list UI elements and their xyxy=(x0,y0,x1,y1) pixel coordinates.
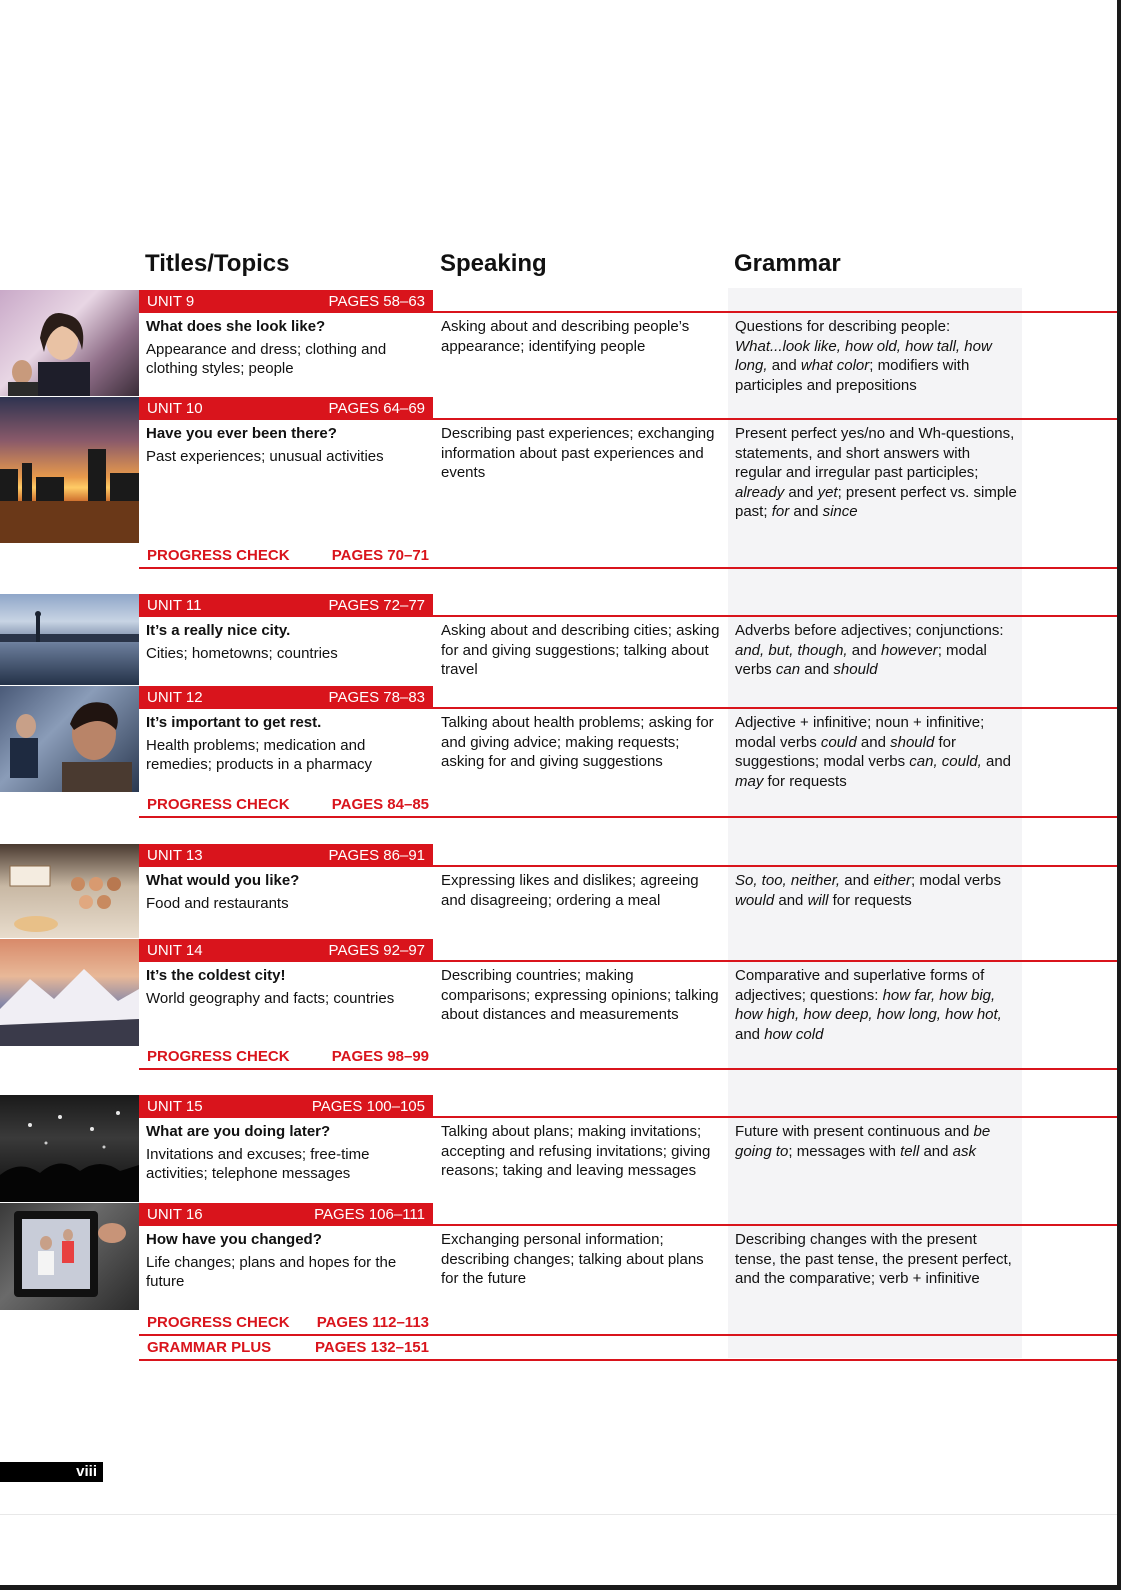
progress-check-4-label: PROGRESS CHECK xyxy=(147,1314,290,1331)
unit-14-title: It’s the coldest city! xyxy=(146,967,286,984)
grammar-plus-label: GRAMMAR PLUS xyxy=(147,1339,272,1356)
unit-10-label: UNIT 10 xyxy=(147,400,203,417)
progress-check-2-label: PROGRESS CHECK xyxy=(147,796,290,813)
progress-check-3-rule xyxy=(139,1068,1117,1070)
progress-check-4-pages: PAGES 112–113 xyxy=(316,1314,429,1331)
page-bottom-line xyxy=(0,1514,1117,1515)
unit-10-grammar-f: for xyxy=(771,503,790,520)
tablet-photo xyxy=(0,1203,139,1310)
unit-16-speaking: Exchanging personal information; describing changes; talking about plans for the future xyxy=(441,1231,704,1287)
sick-man-illustration xyxy=(0,686,139,792)
unit-13-grammar-b: and xyxy=(844,872,870,889)
unit-11-speaking: Asking about and describing cities; asking for and giving suggestions; talking about travel xyxy=(441,622,720,678)
mountains-illustration xyxy=(0,939,139,1046)
unit-13-pages: PAGES 86–91 xyxy=(328,847,425,864)
unit-11-grammar-a: Adverbs before adjectives; conjunctions: xyxy=(735,622,1004,639)
unit-12-rule xyxy=(139,707,1117,709)
unit-14-grammar xyxy=(735,966,1020,1044)
unit-15-grammar-f: ask xyxy=(952,1142,977,1160)
unit-14-grammar-a: Comparative and superlative forms of adjectives; questions: xyxy=(735,967,985,1004)
unit-9-label: UNIT 9 xyxy=(147,293,195,310)
unit-12-grammar-d: should xyxy=(890,733,935,751)
unit-16-rule xyxy=(139,1224,1117,1226)
unit-15-grammar-d: tell xyxy=(900,1142,920,1160)
unit-13-grammar-h: for requests xyxy=(832,891,912,909)
unit-11-pages: PAGES 72–77 xyxy=(328,597,425,614)
unit-13-grammar-a: So, too, neither, xyxy=(735,872,841,889)
unit-11-title: It’s a really nice city. xyxy=(146,622,291,639)
unit-13-grammar-d: ; modal verbs xyxy=(910,872,1002,889)
progress-check-2 xyxy=(147,796,429,813)
unit-10-grammar xyxy=(735,424,1020,522)
unit-9-grammar-c: and xyxy=(771,357,797,374)
page-number: viii xyxy=(0,1462,103,1482)
unit-12-title: It’s important to get rest. xyxy=(146,714,322,731)
unit-15-pages: PAGES 100–105 xyxy=(311,1098,425,1115)
crowd-illustration xyxy=(0,1095,139,1202)
unit-13-grammar-e: would xyxy=(735,891,775,909)
unit-11-grammar-c: and xyxy=(851,641,877,659)
unit-14-pages: PAGES 92–97 xyxy=(328,942,425,959)
unit-11-grammar xyxy=(735,621,1020,680)
unit-14-rule xyxy=(139,960,1117,962)
unit-11-label: UNIT 11 xyxy=(147,597,202,614)
unit-10-pages: PAGES 64–69 xyxy=(328,400,425,417)
unit-15-grammar-b: be going to xyxy=(735,1123,991,1160)
unit-14-label: UNIT 14 xyxy=(147,942,203,959)
unit-15-grammar-c: ; messages with xyxy=(788,1142,896,1160)
header-speaking: Speaking xyxy=(440,250,547,277)
unit-13-speaking: Expressing likes and dislikes; agreeing and disagreeing; ordering a meal xyxy=(441,872,699,909)
unit-10-topics-text: Past experiences; unusual activities xyxy=(146,447,384,465)
unit-14-bar xyxy=(139,939,433,962)
sick-man-photo xyxy=(0,686,139,792)
unit-16-topics-text: Life changes; plans and hopes for the future xyxy=(146,1253,397,1290)
unit-14-grammar-b: how far, how big, how high, how deep, how long, how hot, xyxy=(735,986,1002,1023)
unit-12-grammar-e: for suggestions; modal verbs xyxy=(735,733,956,770)
woman-portrait-illustration xyxy=(0,290,139,396)
unit-9-grammar-e: ; modifiers with participles and prepositions xyxy=(735,357,970,394)
unit-16-grammar: Describing changes with the present tense, the past tense, the present perfect, and the comparative; verb + infinitive xyxy=(735,1231,1012,1287)
unit-10-speaking: Describing past experiences; exchanging information about past experiences and events xyxy=(441,425,715,481)
unit-15-topics xyxy=(146,1122,428,1184)
unit-10-grammar-a: Present perfect yes/no and Wh-questions, statements, and short answers with regular and irregular past participles; xyxy=(735,425,1015,481)
unit-12-grammar-g: and xyxy=(985,753,1012,770)
grammar-plus xyxy=(147,1339,429,1356)
unit-15-grammar-a: Future with present continuous and xyxy=(735,1123,970,1140)
unit-16-bar xyxy=(139,1203,433,1226)
progress-check-3-label: PROGRESS CHECK xyxy=(147,1048,290,1065)
unit-13-bar xyxy=(139,844,433,867)
unit-10-grammar-d: yet xyxy=(817,483,838,501)
unit-9-title: What does she look like? xyxy=(146,318,326,335)
unit-14-grammar-c: and xyxy=(735,1025,761,1043)
unit-11-grammar-e: ; modal verbs xyxy=(735,641,987,678)
city-skyline-illustration xyxy=(0,397,139,543)
unit-16-title: How have you changed? xyxy=(146,1231,322,1248)
unit-9-grammar-b: What...look like, how old, how tall, how long, xyxy=(735,337,992,374)
snowy-mountains-photo xyxy=(0,939,139,1046)
unit-11-grammar-h: should xyxy=(833,661,878,678)
progress-check-3-pages: PAGES 98–99 xyxy=(331,1048,429,1065)
unit-12-label: UNIT 12 xyxy=(147,689,203,706)
unit-12-grammar-f: can, could, xyxy=(909,753,982,770)
progress-check-1-rule xyxy=(139,567,1117,569)
unit-9-speaking: Asking about and describing people’s appearance; identifying people xyxy=(441,318,690,355)
unit-10-grammar-e: ; present perfect vs. simple past; xyxy=(735,483,1017,520)
unit-11-rule xyxy=(139,615,1117,617)
unit-13-title: What would you like? xyxy=(146,872,300,889)
unit-9-grammar xyxy=(735,317,1020,395)
unit-15-topics-text: Invitations and excuses; free-time activities; telephone messages xyxy=(146,1145,370,1182)
unit-13-rule xyxy=(139,865,1117,867)
tablet-illustration xyxy=(0,1203,139,1310)
unit-12-grammar-h: may xyxy=(735,772,764,790)
unit-16-label: UNIT 16 xyxy=(147,1206,203,1223)
unit-12-grammar xyxy=(735,713,1020,791)
progress-check-3 xyxy=(147,1048,429,1065)
unit-12-grammar-i: for requests xyxy=(767,772,847,790)
page-edge-bottom xyxy=(0,1585,1121,1590)
unit-12-bar xyxy=(139,686,433,709)
unit-13-label: UNIT 13 xyxy=(147,847,203,864)
header-grammar: Grammar xyxy=(734,250,841,277)
unit-10-topics xyxy=(146,424,428,466)
progress-check-4-rule xyxy=(139,1334,1117,1336)
unit-13-topics-text: Food and restaurants xyxy=(146,894,289,912)
unit-13-topics xyxy=(146,871,428,913)
unit-11-topics xyxy=(146,621,428,663)
unit-12-topics-text: Health problems; medication and remedies; products in a pharmacy xyxy=(146,736,372,773)
unit-15-grammar xyxy=(735,1122,1020,1161)
unit-12-topics xyxy=(146,713,428,775)
progress-check-2-rule xyxy=(139,816,1117,818)
unit-13-grammar-g: will xyxy=(807,891,829,909)
unit-12-grammar-c: and xyxy=(860,733,886,751)
unit-9-topics-text: Appearance and dress; clothing and clothing styles; people xyxy=(146,340,387,377)
unit-9-bar xyxy=(139,290,433,313)
unit-12-grammar-a: Adjective + infinitive; noun + infinitive; modal verbs xyxy=(735,714,985,751)
header-titles-topics: Titles/Topics xyxy=(145,250,290,277)
unit-12-pages: PAGES 78–83 xyxy=(328,689,425,706)
unit-10-rule xyxy=(139,418,1117,420)
unit-15-label: UNIT 15 xyxy=(147,1098,203,1115)
unit-15-title: What are you doing later? xyxy=(146,1123,331,1140)
progress-check-1-label: PROGRESS CHECK xyxy=(147,547,290,564)
unit-11-grammar-g: and xyxy=(804,661,830,678)
progress-check-1-pages: PAGES 70–71 xyxy=(331,547,429,564)
progress-check-1 xyxy=(147,547,429,564)
unit-15-speaking: Talking about plans; making invitations; accepting and refusing invitations; giving reasons; taking and leaving messages xyxy=(441,1123,711,1179)
unit-13-grammar-f: and xyxy=(778,891,804,909)
concert-crowd-photo xyxy=(0,1095,139,1202)
unit-9-grammar-d: what color xyxy=(800,357,870,374)
unit-9-grammar-a: Questions for describing people: xyxy=(735,318,951,335)
unit-10-grammar-b: already xyxy=(735,483,785,501)
unit-15-rule xyxy=(139,1116,1117,1118)
unit-15-grammar-e: and xyxy=(923,1142,949,1160)
unit-11-grammar-f: can xyxy=(775,661,801,678)
unit-10-grammar-h: since xyxy=(822,503,858,520)
page-edge-right xyxy=(1117,0,1121,1590)
unit-16-topics xyxy=(146,1230,428,1292)
unit-9-topics xyxy=(146,317,428,379)
unit-16-pages: PAGES 106–111 xyxy=(314,1206,425,1223)
harbor-illustration xyxy=(0,594,139,685)
unit-12-grammar-b: could xyxy=(820,733,857,751)
unit-9-rule xyxy=(433,311,1117,313)
unit-11-bar xyxy=(139,594,433,617)
unit-10-grammar-c: and xyxy=(788,483,814,501)
unit-13-grammar-c: either xyxy=(873,872,911,889)
unit-14-speaking: Describing countries; making comparisons; expressing opinions; talking about distances and measurements xyxy=(441,967,719,1023)
unit-11-grammar-b: and, but, though, xyxy=(735,641,848,659)
unit-10-grammar-g: and xyxy=(793,503,819,520)
unit-13-grammar xyxy=(735,871,1020,910)
harbor-statue-photo xyxy=(0,594,139,685)
unit-12-speaking: Talking about health problems; asking for and giving advice; making requests; asking for and giving suggestions xyxy=(441,714,714,770)
progress-check-4 xyxy=(147,1314,429,1331)
city-sunset-photo xyxy=(0,397,139,543)
unit-14-topics-text: World geography and facts; countries xyxy=(146,989,395,1007)
unit-11-topics-text: Cities; hometowns; countries xyxy=(146,644,338,662)
unit-9-pages: PAGES 58–63 xyxy=(328,293,425,310)
woman-portrait-photo xyxy=(0,290,139,396)
unit-14-topics xyxy=(146,966,428,1008)
unit-14-grammar-d: how cold xyxy=(764,1025,824,1043)
food-buffet-photo xyxy=(0,844,139,938)
unit-15-bar xyxy=(139,1095,433,1118)
grammar-plus-pages: PAGES 132–151 xyxy=(315,1339,429,1356)
unit-10-bar xyxy=(139,397,433,420)
unit-11-grammar-d: however xyxy=(880,641,938,659)
progress-check-2-pages: PAGES 84–85 xyxy=(331,796,429,813)
grammar-plus-rule xyxy=(139,1359,1117,1361)
food-illustration xyxy=(0,844,139,938)
unit-10-title: Have you ever been there? xyxy=(146,425,337,442)
